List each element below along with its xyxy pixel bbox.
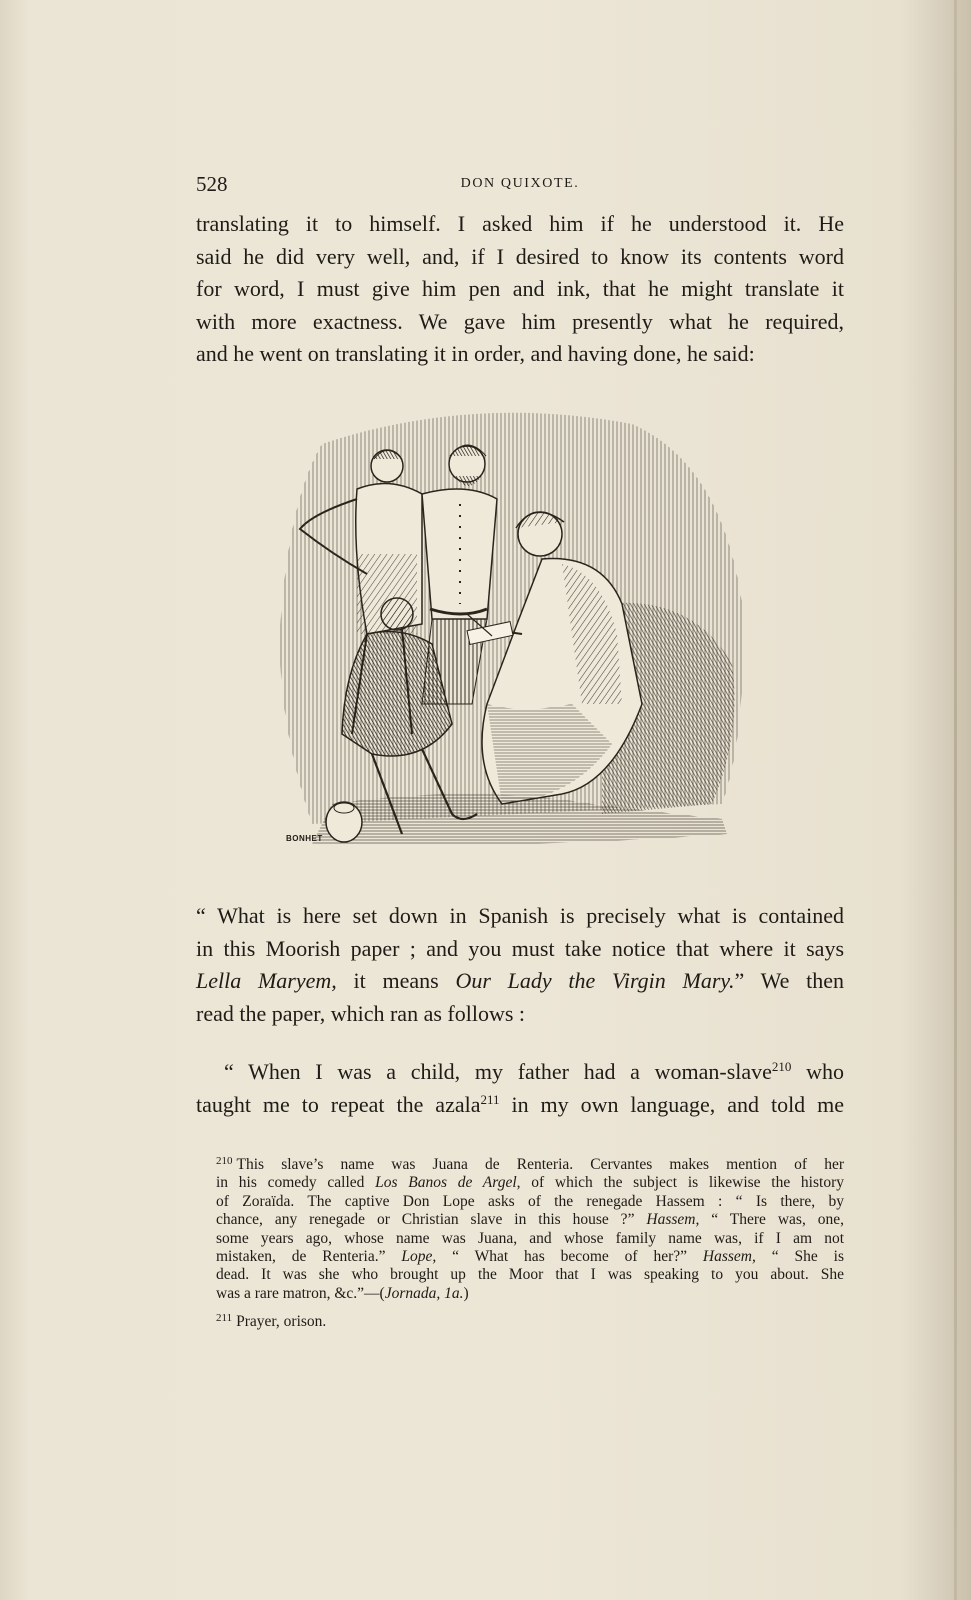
text-line: said he did very well, and, if I desired to know its contents word [196,243,844,269]
footnote-line [216,1285,844,1303]
italic-phrase: Jornada, 1a. [384,1284,464,1302]
text-span: in his comedy called [216,1174,376,1192]
italic-phrase: Hassem, [702,1248,756,1266]
footnote-line [216,1174,844,1192]
text-line [196,1089,844,1122]
footnotes [216,1152,844,1332]
text-line: with more exactness. We gave him presently what he required, [196,308,844,334]
text-line: translating it to himself. I asked him if he understood it. He [196,211,844,236]
footnote-ref-211[interactable]: 211 [480,1091,500,1107]
page-header [196,172,844,202]
text-span: “ She is [755,1248,845,1266]
text-span: was a rare matron, &c.”—( [216,1284,385,1302]
text-span: of which the subject is likewise the history [520,1174,844,1192]
page-number: 528 [196,172,228,196]
footnote-line [216,1211,844,1229]
text-span: This slave’s name was Juana de Renteria. Cervantes makes mention of her [236,1156,844,1173]
text-span: mistaken, de Renteria.” [216,1248,402,1266]
paragraph-1 [196,208,844,371]
text-span: it means [336,968,456,993]
text-line: for word, I must give him pen and ink, that he might translate it [196,276,844,301]
text-line: “ What is here set down in Spanish is precisely what is contained [196,903,844,928]
text-span: “ There was, one, [699,1211,844,1229]
running-title: DON QUIXOTE. [460,176,580,191]
footnote-line: of Zoraïda. The captive Don Lope asks of the renegade Hassem : “ Is there, by [216,1192,844,1210]
italic-phrase: Los Banos de Argel, [375,1174,521,1192]
footnote-line: dead. It was she who brought up the Moor that I was speaking to you about. She [216,1266,844,1284]
engraver-signature: BONHET [286,834,323,843]
text-span: in my own language, and told me [499,1091,844,1117]
page-edge [954,0,957,1600]
paragraph-3 [196,1056,844,1121]
footnote-line [216,1309,844,1331]
footnote-line: some years ago, whose name was Juana, and whose family name was, if I am not [216,1229,844,1247]
text-span: who [791,1059,845,1084]
italic-phrase: Hassem, [646,1211,700,1229]
text-line [196,1056,844,1089]
text-span: chance, any renegade or Christian slave in this house ?” [216,1211,647,1229]
text-span: “ When I was a child, my father had a woman-slave [224,1059,772,1084]
footnote-number: 211 [216,1312,233,1325]
text-span: taught me to repeat the azala [196,1091,481,1117]
text-line: read the paper, which ran as follows : [196,1000,526,1026]
italic-phrase: Lope, [401,1248,437,1266]
footnote-211 [216,1309,844,1331]
text-line: in this Moorish paper ; and you must take notice that where it says [196,935,844,961]
text-span: Prayer, orison. [236,1313,327,1331]
text-span: “ What has become of her?” [436,1248,703,1266]
footnote-ref-210[interactable]: 210 [771,1059,792,1074]
footnote-210 [216,1152,844,1303]
footnote-line [216,1248,844,1266]
text-span: ” We then [734,968,844,993]
footnote-number: 210 [216,1155,233,1167]
text-line: and he went on translating it in order, and having done, he said: [196,341,755,366]
italic-phrase: Lella Maryem, [196,968,337,993]
engraving-illustration [272,404,752,866]
clay-pot [326,802,362,842]
text-span: ) [463,1284,469,1302]
italic-phrase: Our Lady the Virgin Mary. [455,968,735,993]
footnote-line [216,1152,844,1174]
text-line [196,965,844,998]
paragraph-2 [196,900,844,1030]
